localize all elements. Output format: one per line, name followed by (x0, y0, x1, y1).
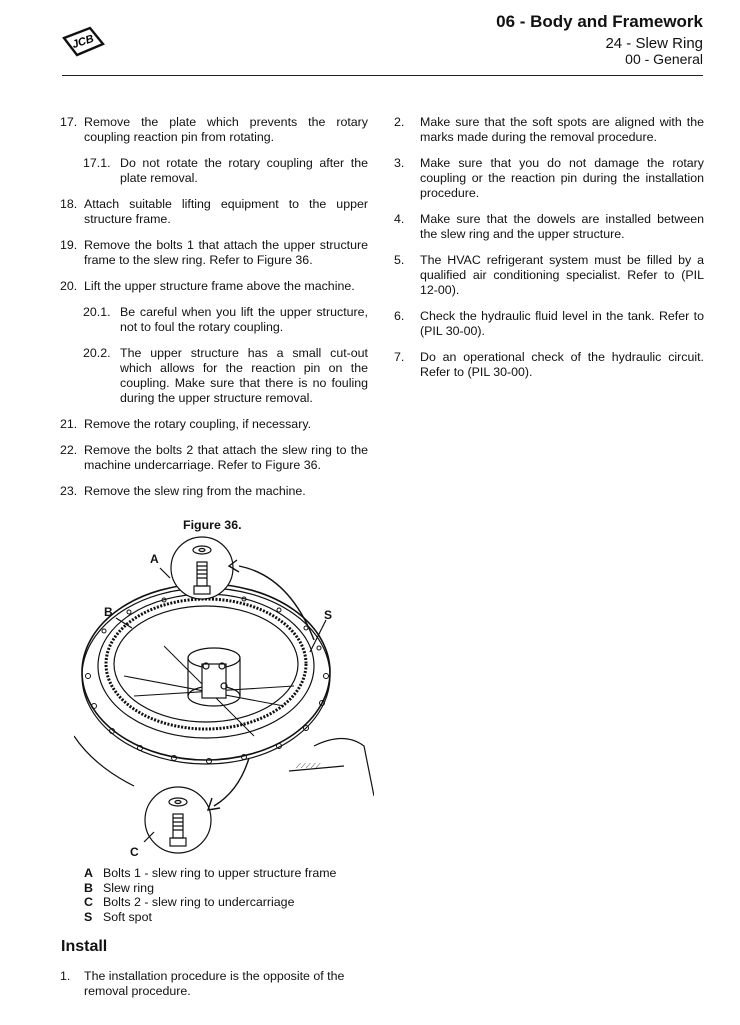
callout-a: A (150, 552, 159, 566)
jcb-logo (60, 24, 106, 60)
figure-legend (84, 866, 336, 924)
removal-steps (60, 115, 368, 510)
step-20-1: 20.1. Be careful when you lift the upper structure, not to foul the rotary coupling. (83, 305, 368, 334)
step-20-2: 20.2. The upper structure has a small cut-out which allows for the reaction pin on the coupling. Make sure that there is no fouling during the upper structure removal. (83, 346, 368, 405)
legend-item: B Slew ring (84, 880, 154, 895)
figure-title: Figure 36. (183, 518, 242, 532)
install-step-2: 2. Make sure that the soft spots are aligned with the marks made during the removal procedure. (394, 115, 704, 144)
step-18: 18. Attach suitable lifting equipment to the upper structure frame. (60, 197, 368, 226)
legend-item: S Soft spot (84, 909, 152, 924)
install-step-3: 3. Make sure that you do not damage the rotary coupling or the reaction pin during the installation procedure. (394, 156, 704, 200)
detail-bolt-c (145, 787, 211, 853)
topic-title: 00 - General (625, 51, 703, 67)
step-19: 19. Remove the bolts 1 that attach the upper structure frame to the slew ring. Refer to Figure 36. (60, 238, 368, 267)
legend-item: C Bolts 2 - slew ring to undercarriage (84, 895, 295, 910)
install-step-4: 4. Make sure that the dowels are installed between the slew ring and the upper structure. (394, 212, 704, 241)
svg-text:⟋⟋⟋⟋⟋: ⟋⟋⟋⟋⟋ (296, 763, 321, 770)
slew-ring-illustration (74, 536, 374, 856)
install-step-1: 1. The installation procedure is the opposite of the removal procedure. (60, 969, 345, 998)
detail-bolt-a (171, 537, 233, 599)
step-23: 23. Remove the slew ring from the machine. (60, 484, 306, 498)
legend-item: A Bolts 1 - slew ring to upper structure frame (84, 866, 337, 880)
step-17-1: 17.1. Do not rotate the rotary coupling after the plate removal. (83, 156, 368, 185)
step-20: 20. Lift the upper structure frame above the machine. (60, 279, 355, 293)
callout-b: B (104, 605, 113, 619)
install-step-5: 5. The HVAC refrigerant system must be filled by a qualified air conditioning specialist. Refer to (PIL 12-00). (394, 253, 704, 297)
step-17: 17. Remove the plate which prevents the rotary coupling reaction pin from rotating. (60, 115, 368, 144)
install-heading: Install (61, 938, 108, 955)
logo-text: JCB (70, 32, 96, 52)
install-step-6: 6. Check the hydraulic fluid level in the tank. Refer to (PIL 30-00). (394, 309, 704, 338)
step-22: 22. Remove the bolts 2 that attach the slew ring to the machine undercarriage. Refer to Figure 36. (60, 443, 368, 472)
header-divider (62, 75, 703, 76)
callout-s: S (324, 608, 333, 622)
install-steps-continued (394, 115, 704, 391)
callout-c: C (130, 845, 139, 856)
step-21: 21. Remove the rotary coupling, if necessary. (60, 417, 312, 431)
subsection-title: 24 - Slew Ring (605, 35, 703, 52)
section-title: 06 - Body and Framework (496, 12, 703, 31)
install-step-7: 7. Do an operational check of the hydraulic circuit. Refer to (PIL 30-00). (394, 350, 704, 379)
